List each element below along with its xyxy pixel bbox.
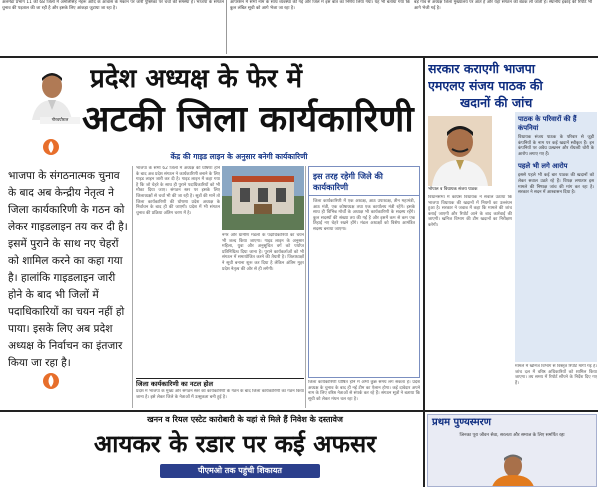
bottom-kicker: खनन व रियल एस्टेट कारोबारी के यहां से मिले हैं निवेश के दस्तावेज [147,415,343,424]
top-strip-mid-text: आपरेशन में सभी नाम के साथ व्यवस्था की गई और जिले में इस बात का निर्णय लिया गया। यह भी बताया गया कि कुल लंबित सूची को आगे भेजा जा रहा है। [230,0,410,11]
mla-photo-caption: भोपाल व विधायक संजय पाठक [428,187,478,192]
drop-marker-top [42,138,60,156]
column-rule-2 [305,166,306,408]
right-bottom-text: मामले में खनिज विभाग से विस्तृत रिपोर्ट मांगी गई है। जांच दल में वरिष्ठ अधिकारियों को शामिल किया जाएगा। तय समय में रिपोर्ट सौंपने के निर्देश दिए गए हैं। [515,364,597,386]
right-headline-3: खदानों की जांच [460,95,533,110]
politician-photo [30,68,74,120]
right-side-column: विधानसभा में कांग्रेस विधायक ने सवाल उठाया कि भाजपा विधायक की खदानों में नियमों का उल्लंघन हुआ है। सरकार ने जवाब में कहा कि मामले की जांच कराई जाएगी और रिपोर्ट आने के बाद कार्रवाई की जाएगी। खनिज विभाग की टीम खदानों का निरीक्षण करेगी। [428,195,512,228]
headline-line1: प्रदेश अध्यक्ष के फेर में [90,64,303,94]
body-column-2: नगर और ग्रामीण मंडलों के पदाधिकारियों का चयन भी जल्द किया जाएगा। गाइड लाइन के अनुसार महिला, युवा और अनुसूचित वर्ग को पर्याप्त प्रतिनिधित्व दिया जाना है। पुराने कार्यकर्ताओं को भी संगठन में समायोजित करने की तैयारी है। जिलाध्यक्षों ने सूची बनाना शुरू कर दिया है लेकिन अंतिम मुहर प्रदेश नेतृत्व की ओर से ही लगेगी। [222,233,304,272]
sub-body-2: प्रदेश में भाजपा के मुख्य और संगठन स्तर की कार्यकारिणी के गठन के बाद जिला कार्यकारिणी का गठन किया जाना है। इसे लेकर जिले के नेताओं में उत्सुकता बनी हुई है। [136,389,304,400]
pathak-sidebar-head-2: पहले भी लगे आरोप [518,162,568,171]
headline-line2: अटकी जिला कार्यकारिणी [82,99,414,140]
memorial-photo [490,451,536,487]
memorial-text: जिनका पूरा जीवन सेवा, सरलता और समाज के लिए समर्पित रहा [459,433,565,438]
right-headline-2: एमएलए संजय पाठक की [428,78,543,93]
pathak-sidebar-body-2: इससे पहले भी कई बार पाठक की खदानों को लेकर सवाल उठते रहे हैं। विपक्ष लगातार इस मामले की निष्पक्ष जांच की मांग कर रहा है। सरकार ने सदन में आश्वासन दिया है। [518,173,594,196]
office-photo [222,166,304,230]
bottom-divider [423,412,425,487]
bottom-tag: पीएमओ तक पहुंची शिकायत [160,464,320,478]
info-box [308,166,420,378]
pathak-sidebar-body: विधायक संजय पाठक के परिवार से जुड़ी कंपनियों के नाम पर कई खदानें स्वीकृत हैं। इन कंपनियों पर अवैध उत्खनन और रॉयल्टी चोरी के आरोप लगाए गए हैं। [518,135,594,157]
info-box-title: इस तरह रहेगी जिले की कार्यकारिणी [309,167,419,196]
memorial-title: प्रथम पुण्यस्मरण [432,417,491,428]
body-column-1: भाजपा के सभी 62 जिलों में अध्यक्ष की घोषणा होने के बाद अब प्रदेश संगठन ने कार्यकारिणी बनाने के लिए गाइड लाइन जारी कर दी है। गाइड लाइन में कहा गया है कि जो चेहरे के साथ ही पुराने पदाधिकारियों को भी मौका दिया जाए। संगठन स्तर पर इसके लिए जिलाध्यक्षों से चर्चा भी की जा रही है। सूत्रों की मानें तो जिला कार्यकारिणी की घोषणा प्रदेश अध्यक्ष के निर्वाचन के बाद ही की जाएगी। प्रदेश में भी संगठन चुनाव की प्रक्रिया अंतिम चरण में है। [136,166,220,216]
drop-marker-bottom [42,372,60,390]
pathak-sidebar-head: पाठक के परिवारों की हैं कंपनियां [518,115,577,132]
section-divider [423,58,425,410]
lede-text: भाजपा के संगठनात्मक चुनाव के बाद अब केन्द्रीय नेतृत्व ने जिला कार्यकारिणी के गठन को लेकर गाइडलाइन तय कर दी है। इसमें पुराने के साथ नए चेहरों को शामिल करने का कहा गया है। हालांकि गाइडलाइन जारी होने के बाद भी जिलों में पदाधिकारियों का चयन नहीं हो पाया। इसके लिए अब प्रदेश अध्यक्ष के निर्वाचन का इंतजार किया जा रहा है। [8,170,128,369]
sub-head-2: जिला कार्यकारिणी का नटल होल [136,378,304,388]
pathak-sidebar [515,112,597,362]
info-box-body: जिला कार्यकारिणी में एक अध्यक्ष, आठ उपाध्यक्ष, तीन महामंत्री, आठ मंत्री, एक कोषाध्यक्ष तथा एक कार्यालय मंत्री रहेंगे। इसके साथ ही विभिन्न मोर्चों के अध्यक्ष भी कार्यकारिणी के सदस्य रहेंगे। कुल सदस्यों की संख्या तय की गई है और इसमें कम से कम एक तिहाई नए चेहरे रखने होंगे। मंडल अध्यक्षों को विशेष आमंत्रित सदस्य बनाया जाएगा। [313,199,415,232]
right-headline-1: सरकार कराएगी भाजपा [428,61,535,76]
subhead-bar: केंद्र की गाइड लाइन के अनुसार बनेगी कार्यकारिणी [170,152,308,161]
mla-photo [428,116,492,186]
top-strip-divider [226,0,227,54]
bottom-headline: आयकर के रडार पर कई अफसर [93,430,377,458]
memorial-box [427,414,597,487]
bottom-top-rule [0,410,598,412]
top-strip-right-text: बड़े गांव से अध्यक्ष जिला मुख्यालय पर आते हैं और यहां संगठन की बैठक ली जाती है। स्थानीय इकाई की रिपोर्ट भी आगे भेजी गई है। [414,0,592,11]
body-column-4: जिला कार्यकारिणी घोषित होने में अभी कुछ समय लग सकता है। प्रदेश अध्यक्ष के चुनाव के बाद ही नई टीम का ऐलान होगा। कई दावेदार अपने नाम के लिए वरिष्ठ नेताओं से संपर्क कर रहे हैं। संगठन सूत्रों ने बताया कि सूची को लेकर मंथन चल रहा है। [308,380,420,402]
top-strip-left-text: अलमेडा प्रभाग 11 की 68 जिलों में अमलिसिंह नेहरू आदि के आवास के मकान पर जारी पुस्तिका पर चर्चा की समस्या है। भाजपा के संगठन चुनाव की पड़ताल की जा रही है और इसके लिए आंकड़ा जुटाया जा रहा है। [2,0,224,11]
top-strip-bottom-rule [0,56,598,58]
column-rule-1 [132,166,133,408]
photo-caption: गौरवपौराल [40,117,80,124]
